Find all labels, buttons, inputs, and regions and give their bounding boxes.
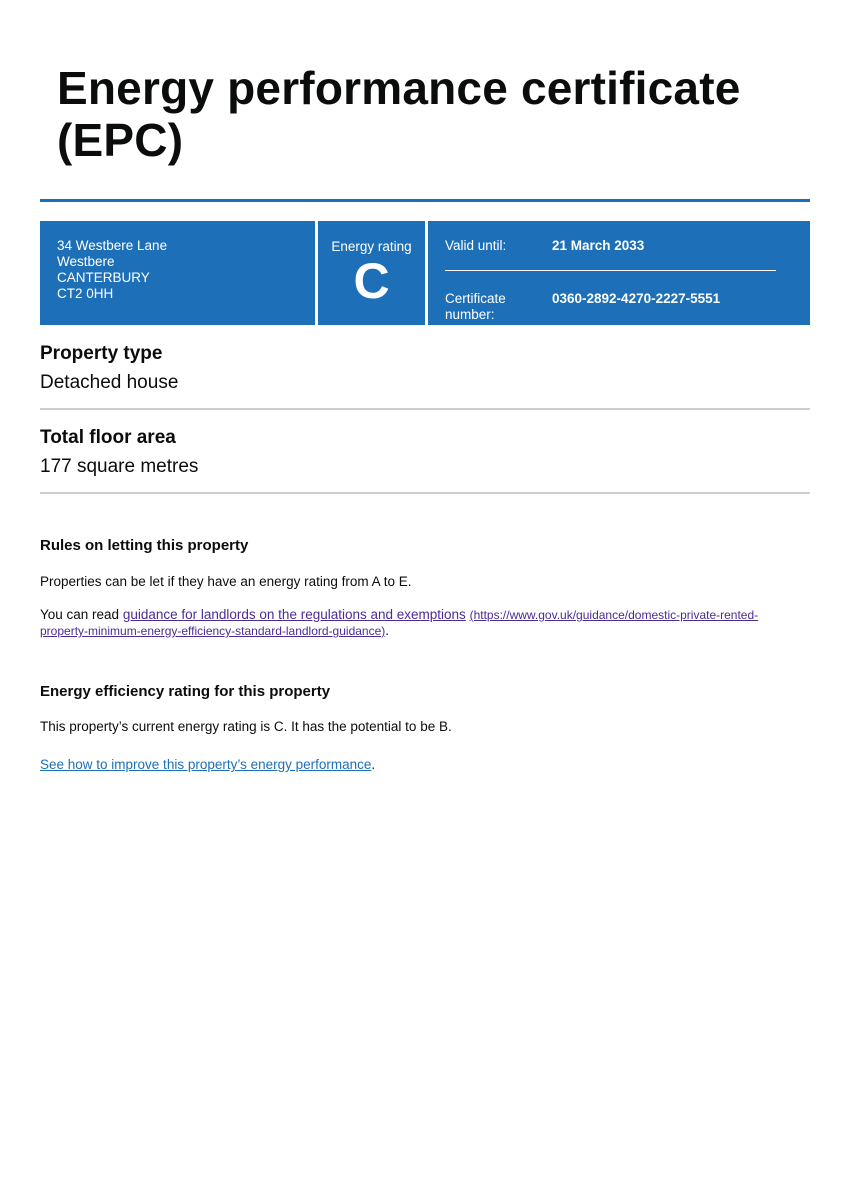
property-type-field: [40, 342, 810, 395]
certificate-info-block: [428, 221, 810, 325]
certificate-label-line-2: number:: [445, 307, 495, 322]
summary-banner: [40, 221, 810, 325]
valid-until-label: Valid until:: [445, 238, 507, 253]
improve-performance-link[interactable]: See how to improve this property’s energy performance: [40, 757, 372, 772]
landlord-guidance-url-2[interactable]: property-minimum-energy-efficiency-standard-landlord-guidance): [40, 624, 386, 638]
guidance-suffix: .: [385, 623, 390, 638]
landlord-guidance-paragraph: [40, 607, 810, 639]
energy-rating-label: Energy rating: [331, 239, 412, 254]
floor-area-label: Total floor area: [40, 427, 176, 448]
landlord-guidance-url-1[interactable]: (https://www.gov.uk/guidance/domestic-private-rented-: [469, 608, 759, 622]
address-line-4: CT2 0HH: [57, 286, 114, 301]
floor-area-value: 177 square metres: [40, 456, 199, 477]
address-block: [40, 221, 315, 325]
improve-performance-paragraph: [40, 757, 810, 773]
guidance-prefix: You can read: [40, 607, 123, 622]
valid-until-value: 21 March 2033: [552, 238, 645, 253]
section-divider: [40, 408, 810, 410]
info-divider: [445, 270, 776, 271]
address-line-3: CANTERBURY: [57, 270, 150, 285]
energy-rating-block: [318, 221, 425, 325]
landlord-guidance-link[interactable]: guidance for landlords on the regulations and exemptions: [122, 607, 466, 622]
title-divider: [40, 199, 810, 202]
section-divider: [40, 492, 810, 494]
efficiency-rating-text: This property’s current energy rating is C. It has the potential to be B.: [40, 719, 452, 734]
energy-rating-value: C: [353, 253, 390, 309]
certificate-number-value: 0360-2892-4270-2227-5551: [552, 291, 721, 306]
page-title: Energy performance certificate (EPC): [57, 62, 741, 166]
property-type-value: Detached house: [40, 372, 179, 393]
address-line-2: Westbere: [57, 254, 115, 269]
floor-area-field: [40, 426, 810, 479]
address-line-1: 34 Westbere Lane: [57, 238, 168, 253]
efficiency-rating-heading: Energy efficiency rating for this property: [40, 683, 331, 700]
letting-rules-heading: Rules on letting this property: [40, 537, 249, 554]
property-type-label: Property type: [40, 343, 163, 364]
letting-rules-text: Properties can be let if they have an energy rating from A to E.: [40, 574, 412, 589]
certificate-label-line-1: Certificate: [445, 291, 506, 306]
improve-suffix: .: [371, 757, 376, 772]
certificate-number-label: [445, 291, 506, 323]
